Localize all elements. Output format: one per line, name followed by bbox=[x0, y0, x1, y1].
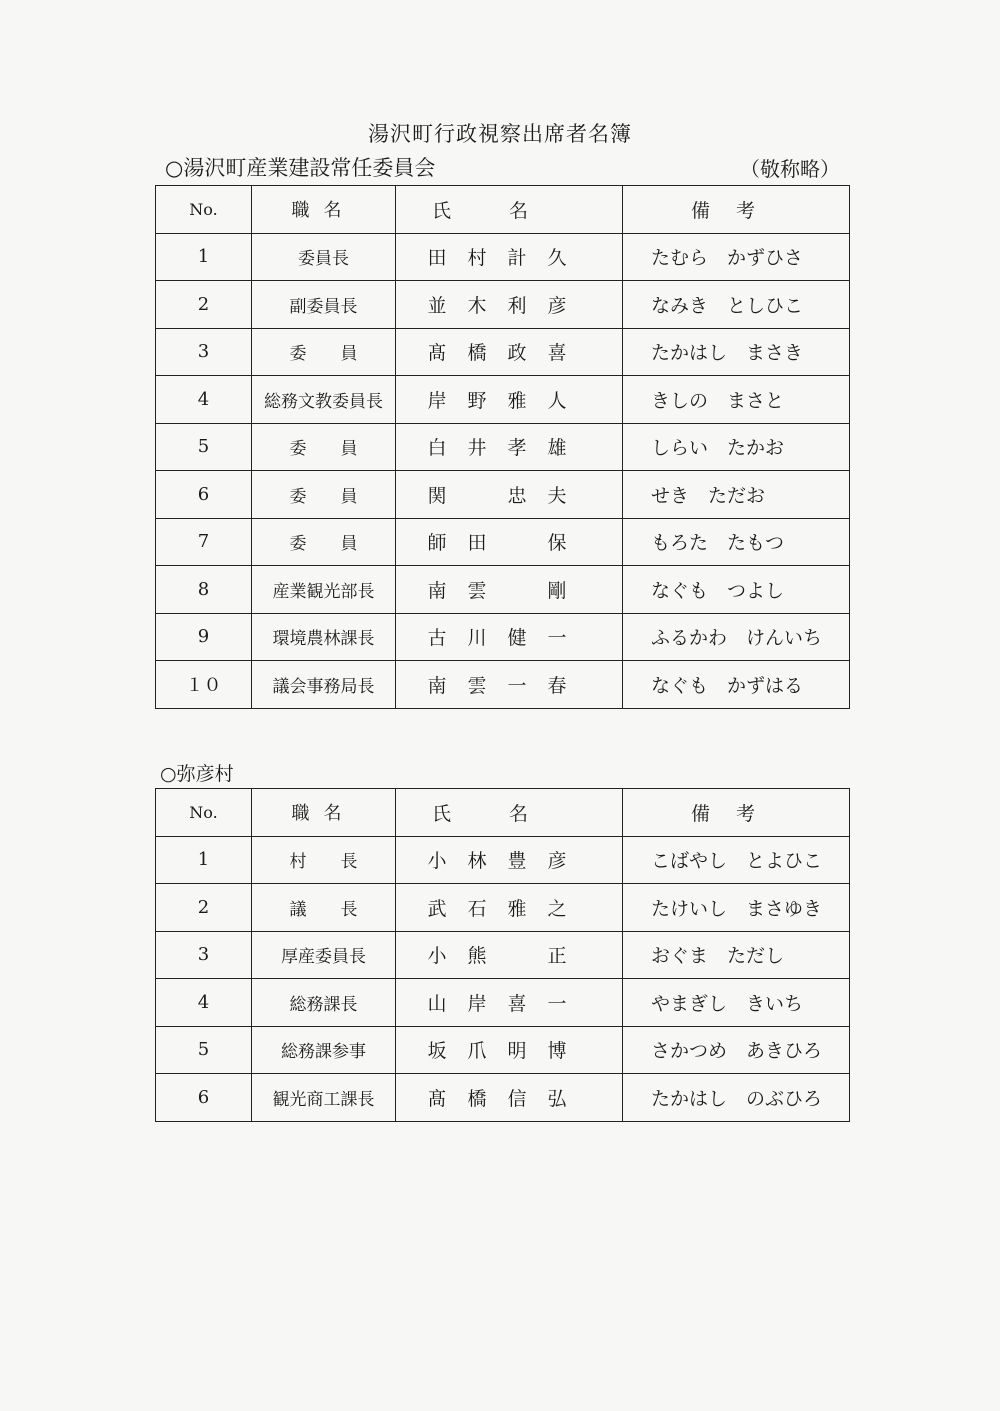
row-number: 4 bbox=[156, 979, 252, 1027]
table-row bbox=[156, 1074, 850, 1122]
name-char: 信 bbox=[507, 1087, 527, 1110]
person-name bbox=[396, 979, 623, 1027]
name-char: 計 bbox=[507, 247, 527, 270]
header-title: 職名 bbox=[252, 186, 396, 234]
person-name bbox=[396, 281, 623, 329]
header-title: 職名 bbox=[252, 789, 396, 837]
header-name: 氏名 bbox=[396, 789, 623, 837]
person-name bbox=[396, 661, 623, 709]
person-name bbox=[396, 376, 623, 424]
row-number: 6 bbox=[156, 1074, 252, 1122]
name-char: 爪 bbox=[467, 1040, 487, 1063]
table-row bbox=[156, 884, 850, 932]
honorific-note: （敬称略） bbox=[740, 157, 840, 181]
table-row bbox=[156, 1026, 850, 1074]
name-reading: たむら かずひさ bbox=[623, 233, 850, 281]
name-char: 人 bbox=[547, 389, 567, 412]
name-char: 夫 bbox=[547, 484, 567, 507]
name-char: 雅 bbox=[507, 897, 527, 920]
name-char: 雅 bbox=[507, 389, 527, 412]
name-char: 春 bbox=[547, 674, 567, 697]
name-char: 南 bbox=[427, 579, 447, 602]
roster-table-yahiko bbox=[155, 788, 850, 1122]
row-number: 5 bbox=[156, 1026, 252, 1074]
person-name bbox=[396, 1074, 623, 1122]
name-char: 彦 bbox=[547, 850, 567, 873]
table-row bbox=[156, 931, 850, 979]
name-char bbox=[506, 576, 528, 603]
table-row bbox=[156, 471, 850, 519]
name-char: 一 bbox=[507, 674, 527, 697]
header-row bbox=[156, 186, 850, 234]
person-name bbox=[396, 423, 623, 471]
name-char: 豊 bbox=[507, 850, 527, 873]
name-char: 一 bbox=[547, 627, 567, 650]
name-char: 岸 bbox=[467, 992, 487, 1015]
name-char: 剛 bbox=[547, 579, 567, 602]
table-row bbox=[156, 518, 850, 566]
name-reading: ふるかわ けんいち bbox=[623, 613, 850, 661]
name-char: 孝 bbox=[507, 437, 527, 460]
name-char: 政 bbox=[507, 342, 527, 365]
name-char: 山 bbox=[427, 992, 447, 1015]
name-char bbox=[506, 941, 528, 968]
table-row bbox=[156, 423, 850, 471]
header-note: 備考 bbox=[623, 789, 850, 837]
name-char: 髙 bbox=[427, 342, 447, 365]
name-char: 雲 bbox=[467, 579, 487, 602]
roster-table-yuzawa bbox=[155, 185, 850, 709]
job-title: 委員長 bbox=[252, 233, 396, 281]
name-char: 田 bbox=[427, 247, 447, 270]
name-char: 久 bbox=[547, 247, 567, 270]
job-title: 委 員 bbox=[252, 328, 396, 376]
row-number: １０ bbox=[156, 661, 252, 709]
section-heading-yahiko: ○弥彦村 bbox=[160, 763, 234, 785]
person-name bbox=[396, 518, 623, 566]
name-char: 坂 bbox=[427, 1040, 447, 1063]
name-char: 橋 bbox=[467, 1087, 487, 1110]
row-number: 5 bbox=[156, 423, 252, 471]
name-char: 川 bbox=[467, 627, 487, 650]
name-reading: しらい たかお bbox=[623, 423, 850, 471]
job-title: 環境農林課長 bbox=[252, 613, 396, 661]
header-no: No. bbox=[156, 186, 252, 234]
job-title: 村 長 bbox=[252, 836, 396, 884]
job-title: 総務課長 bbox=[252, 979, 396, 1027]
name-char: 彦 bbox=[547, 294, 567, 317]
row-number: 1 bbox=[156, 233, 252, 281]
name-reading: たけいし まさゆき bbox=[623, 884, 850, 932]
name-reading: やまぎし きいち bbox=[623, 979, 850, 1027]
row-number: 2 bbox=[156, 884, 252, 932]
person-name bbox=[396, 931, 623, 979]
roster-body-yahiko bbox=[156, 836, 850, 1121]
name-reading: たかはし のぶひろ bbox=[623, 1074, 850, 1122]
name-char: 髙 bbox=[427, 1087, 447, 1110]
name-char: 野 bbox=[467, 389, 487, 412]
job-title: 委 員 bbox=[252, 518, 396, 566]
name-char: 博 bbox=[547, 1040, 567, 1063]
name-char bbox=[466, 481, 488, 508]
row-number: 2 bbox=[156, 281, 252, 329]
job-title: 総務課参事 bbox=[252, 1026, 396, 1074]
person-name bbox=[396, 613, 623, 661]
name-char: 利 bbox=[507, 294, 527, 317]
name-char: 井 bbox=[467, 437, 487, 460]
person-name bbox=[396, 566, 623, 614]
name-reading: たかはし まさき bbox=[623, 328, 850, 376]
section-heading-yuzawa: ○湯沢町産業建設常任委員会 bbox=[165, 156, 436, 180]
row-number: 4 bbox=[156, 376, 252, 424]
row-number: 6 bbox=[156, 471, 252, 519]
name-char: 南 bbox=[427, 674, 447, 697]
row-number: 3 bbox=[156, 931, 252, 979]
row-number: 8 bbox=[156, 566, 252, 614]
person-name bbox=[396, 233, 623, 281]
job-title: 総務文教委員長 bbox=[252, 376, 396, 424]
name-char: 健 bbox=[507, 627, 527, 650]
name-char: 明 bbox=[507, 1040, 527, 1063]
name-char: 橋 bbox=[467, 342, 487, 365]
name-reading: さかつめ あきひろ bbox=[623, 1026, 850, 1074]
name-char: 弘 bbox=[547, 1087, 567, 1110]
person-name bbox=[396, 328, 623, 376]
row-number: 1 bbox=[156, 836, 252, 884]
job-title: 観光商工課長 bbox=[252, 1074, 396, 1122]
document-title: 湯沢町行政視察出席者名簿 bbox=[368, 122, 632, 146]
header-name: 氏名 bbox=[396, 186, 623, 234]
name-char: 熊 bbox=[467, 945, 487, 968]
table-row bbox=[156, 661, 850, 709]
name-char: 師 bbox=[427, 532, 447, 555]
row-number: 3 bbox=[156, 328, 252, 376]
name-char: 之 bbox=[547, 897, 567, 920]
job-title: 産業観光部長 bbox=[252, 566, 396, 614]
roster-body-yuzawa bbox=[156, 233, 850, 708]
name-char: 忠 bbox=[507, 484, 527, 507]
table-row bbox=[156, 376, 850, 424]
name-reading: きしの まさと bbox=[623, 376, 850, 424]
name-char bbox=[506, 528, 528, 555]
name-reading: なぐも つよし bbox=[623, 566, 850, 614]
header-no: No. bbox=[156, 789, 252, 837]
table-row bbox=[156, 566, 850, 614]
name-reading: こばやし とよひこ bbox=[623, 836, 850, 884]
name-char: 雄 bbox=[547, 437, 567, 460]
name-char: 関 bbox=[427, 484, 447, 507]
name-char: 喜 bbox=[507, 992, 527, 1015]
table-row bbox=[156, 328, 850, 376]
table-row bbox=[156, 281, 850, 329]
name-char: 林 bbox=[467, 850, 487, 873]
name-reading: なみき としひこ bbox=[623, 281, 850, 329]
header-note: 備考 bbox=[623, 186, 850, 234]
name-char: 古 bbox=[427, 627, 447, 650]
name-reading: なぐも かずはる bbox=[623, 661, 850, 709]
table-row bbox=[156, 613, 850, 661]
name-char: 石 bbox=[467, 897, 487, 920]
name-char: 田 bbox=[467, 532, 487, 555]
name-reading: せき ただお bbox=[623, 471, 850, 519]
name-char: 小 bbox=[427, 850, 447, 873]
job-title: 議 長 bbox=[252, 884, 396, 932]
name-char: 白 bbox=[427, 437, 447, 460]
header-row bbox=[156, 789, 850, 837]
table-row bbox=[156, 836, 850, 884]
person-name bbox=[396, 1026, 623, 1074]
person-name bbox=[396, 471, 623, 519]
name-char: 岸 bbox=[427, 389, 447, 412]
person-name bbox=[396, 836, 623, 884]
job-title: 副委員長 bbox=[252, 281, 396, 329]
table-row bbox=[156, 233, 850, 281]
name-reading: おぐま ただし bbox=[623, 931, 850, 979]
job-title: 委 員 bbox=[252, 423, 396, 471]
row-number: 7 bbox=[156, 518, 252, 566]
job-title: 議会事務局長 bbox=[252, 661, 396, 709]
name-reading: もろた たもつ bbox=[623, 518, 850, 566]
name-char: 正 bbox=[547, 945, 567, 968]
person-name bbox=[396, 884, 623, 932]
name-char: 武 bbox=[427, 897, 447, 920]
name-char: 木 bbox=[467, 294, 487, 317]
name-char: 村 bbox=[467, 247, 487, 270]
job-title: 委 員 bbox=[252, 471, 396, 519]
name-char: 雲 bbox=[467, 674, 487, 697]
row-number: 9 bbox=[156, 613, 252, 661]
name-char: 保 bbox=[547, 532, 567, 555]
name-char: 小 bbox=[427, 945, 447, 968]
job-title: 厚産委員長 bbox=[252, 931, 396, 979]
name-char: 並 bbox=[427, 294, 447, 317]
name-char: 喜 bbox=[547, 342, 567, 365]
name-char: 一 bbox=[547, 992, 567, 1015]
table-row bbox=[156, 979, 850, 1027]
